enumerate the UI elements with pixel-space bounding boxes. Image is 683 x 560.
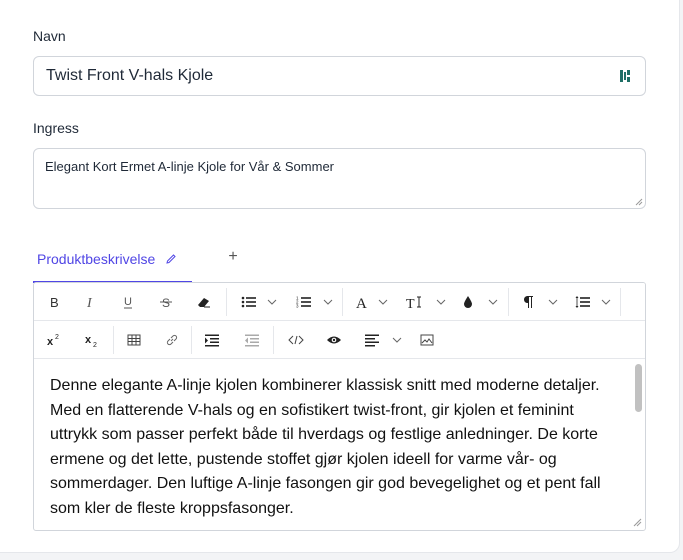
editor-scrollbar[interactable] xyxy=(634,361,644,529)
image-icon[interactable] xyxy=(415,321,439,358)
toolbar-separator xyxy=(226,288,227,316)
chevron-down-icon[interactable] xyxy=(323,283,333,320)
font-size-icon[interactable] xyxy=(404,283,428,320)
indent-icon[interactable] xyxy=(200,321,224,358)
chevron-down-icon[interactable] xyxy=(601,283,611,320)
chevron-down-icon[interactable] xyxy=(378,283,388,320)
bold-icon[interactable] xyxy=(42,283,66,320)
color-icon[interactable] xyxy=(458,283,478,320)
eraser-icon[interactable] xyxy=(192,283,216,320)
ingress-label: Ingress xyxy=(33,120,79,136)
rich-text-editor xyxy=(33,282,646,531)
strikethrough-icon[interactable] xyxy=(154,283,178,320)
svg-text:2: 2 xyxy=(55,333,59,341)
svg-text:S: S xyxy=(162,295,171,309)
svg-text:A: A xyxy=(356,295,367,309)
tab-produktbeskrivelse-label: Produktbeskrivelse xyxy=(37,251,156,267)
link-icon[interactable] xyxy=(160,321,184,358)
toolbar-separator xyxy=(620,288,621,316)
chevron-down-icon[interactable] xyxy=(267,283,277,320)
scrollbar-thumb[interactable] xyxy=(635,364,642,412)
font-family-icon[interactable] xyxy=(352,283,374,320)
chevron-down-icon[interactable] xyxy=(436,283,446,320)
svg-text:2: 2 xyxy=(296,299,299,304)
svg-text:x: x xyxy=(85,333,92,346)
resize-grip-icon[interactable] xyxy=(635,198,643,206)
table-icon[interactable] xyxy=(122,321,146,358)
name-label: Navn xyxy=(33,28,66,44)
toolbar-separator xyxy=(273,326,274,354)
svg-text:U: U xyxy=(124,295,132,308)
align-icon[interactable] xyxy=(360,321,384,358)
paragraph-icon[interactable] xyxy=(518,283,538,320)
svg-text:2: 2 xyxy=(93,341,97,348)
underline-icon[interactable] xyxy=(116,283,140,320)
description-tabs xyxy=(33,237,646,283)
subscript-icon[interactable] xyxy=(80,321,104,358)
password-manager-icon[interactable] xyxy=(619,69,633,83)
editor-content[interactable] xyxy=(34,360,645,530)
preview-icon[interactable] xyxy=(322,321,346,358)
ordered-list-icon[interactable] xyxy=(292,283,316,320)
name-input[interactable] xyxy=(33,56,646,96)
toolbar-separator xyxy=(342,288,343,316)
editor-content-text: Denne elegante A-linje kjolen kombinerer klassisk snitt med moderne detaljer. Med en flatterende V-hals og en sofistikert twist-front, gir kjolen et feminint uttrykk som passer perfekt både til hverdags og festlige anledninger. De korte ermene og det lette, pustende stoffet gjør kjolen ideell for varme vår- og sommerdager. Den luftige A-linje fasongen gir god bevegelighet og et pent fall som kler de fleste kroppsfasonger. xyxy=(50,377,601,517)
svg-text:3: 3 xyxy=(296,303,299,308)
svg-text:T: T xyxy=(406,296,415,309)
italic-icon[interactable] xyxy=(78,283,102,320)
toolbar-separator xyxy=(191,326,192,354)
editor-toolbar-row-2 xyxy=(34,321,645,359)
svg-text:x: x xyxy=(47,335,54,347)
chevron-down-icon[interactable] xyxy=(392,321,402,358)
svg-text:B: B xyxy=(50,294,59,309)
line-height-icon[interactable] xyxy=(572,283,594,320)
svg-text:I: I xyxy=(87,295,92,309)
chevron-down-icon[interactable] xyxy=(488,283,498,320)
tab-produktbeskrivelse[interactable] xyxy=(33,237,192,283)
pencil-icon[interactable] xyxy=(165,253,177,265)
outdent-icon[interactable] xyxy=(240,321,264,358)
chevron-down-icon[interactable] xyxy=(548,283,558,320)
toolbar-separator xyxy=(508,288,509,316)
add-tab-button[interactable]: + xyxy=(228,248,238,265)
code-view-icon[interactable] xyxy=(284,321,308,358)
toolbar-separator xyxy=(113,326,114,354)
svg-text:1: 1 xyxy=(296,295,299,300)
unordered-list-icon[interactable] xyxy=(237,283,261,320)
ingress-textarea[interactable] xyxy=(33,148,646,209)
ingress-textarea-value: Elegant Kort Ermet A-linje Kjole for Vår & Sommer xyxy=(45,159,335,174)
editor-toolbar-row-1 xyxy=(34,283,645,321)
superscript-icon[interactable] xyxy=(42,321,66,358)
resize-grip-icon[interactable] xyxy=(633,518,642,527)
name-input-value: Twist Front V-hals Kjole xyxy=(46,67,214,84)
